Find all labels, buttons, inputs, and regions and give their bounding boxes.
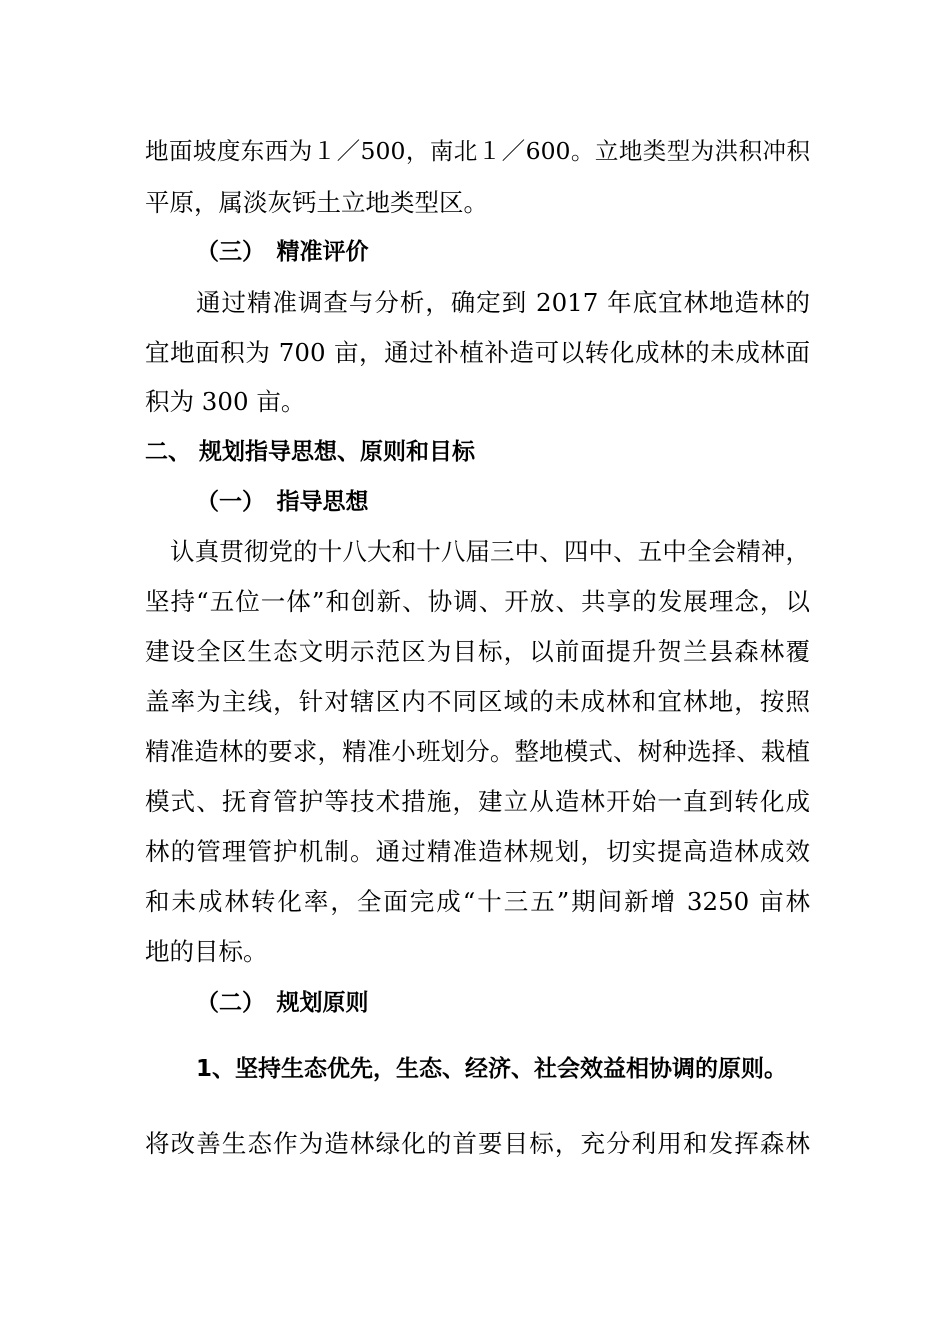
paragraph-line: 通过精准调查与分析，确定到 2017 年底宜林地造林的 [196, 288, 810, 317]
paragraph-line: 建设全区生态文明示范区为目标，以前面提升贺兰县森林覆 [145, 637, 810, 666]
paragraph-line: 盖率为主线，针对辖区内不同区域的未成林和宜林地，按照 [145, 687, 810, 716]
paragraph-line: 林的管理管护机制。通过精准造林规划，切实提高造林成效 [145, 837, 810, 866]
paragraph-line: 将改善生态作为造林绿化的首要目标，充分利用和发挥森林 [145, 1129, 810, 1158]
paragraph-line: 精准造林的要求，精准小班划分。整地模式、树种选择、栽植 [145, 737, 810, 766]
paragraph-line: 地面坡度东西为１／500，南北１／600。立地类型为洪积冲积 [145, 137, 810, 165]
principle-heading-1: 1、坚持生态优先，生态、经济、社会效益相协调的原则。 [196, 1056, 788, 1082]
paragraph-line: 认真贯彻党的十八大和十八届三中、四中、五中全会精神， [170, 537, 810, 566]
paragraph-line: 地的目标。 [145, 937, 268, 966]
section-heading-1: （一） 指导思想 [196, 489, 369, 515]
chapter-heading-2: 二、 规划指导思想、原则和目标 [145, 439, 476, 465]
paragraph-line: 积为 300 亩。 [145, 387, 306, 416]
paragraph-line: 坚持“五位一体”和创新、协调、开放、共享的发展理念，以 [145, 587, 810, 616]
paragraph-line: 和未成林转化率，全面完成“十三五”期间新增 3250 亩林 [145, 887, 810, 916]
paragraph-line: 宜地面积为 700 亩，通过补植补造可以转化成林的未成林面 [145, 338, 810, 367]
paragraph-line: 模式、抚育管护等技术措施，建立从造林开始一直到转化成 [145, 787, 810, 816]
section-heading-2: （二） 规划原则 [196, 990, 369, 1016]
paragraph-line: 平原，属淡灰钙土立地类型区。 [145, 188, 488, 217]
section-heading-3: （三） 精准评价 [196, 239, 369, 265]
